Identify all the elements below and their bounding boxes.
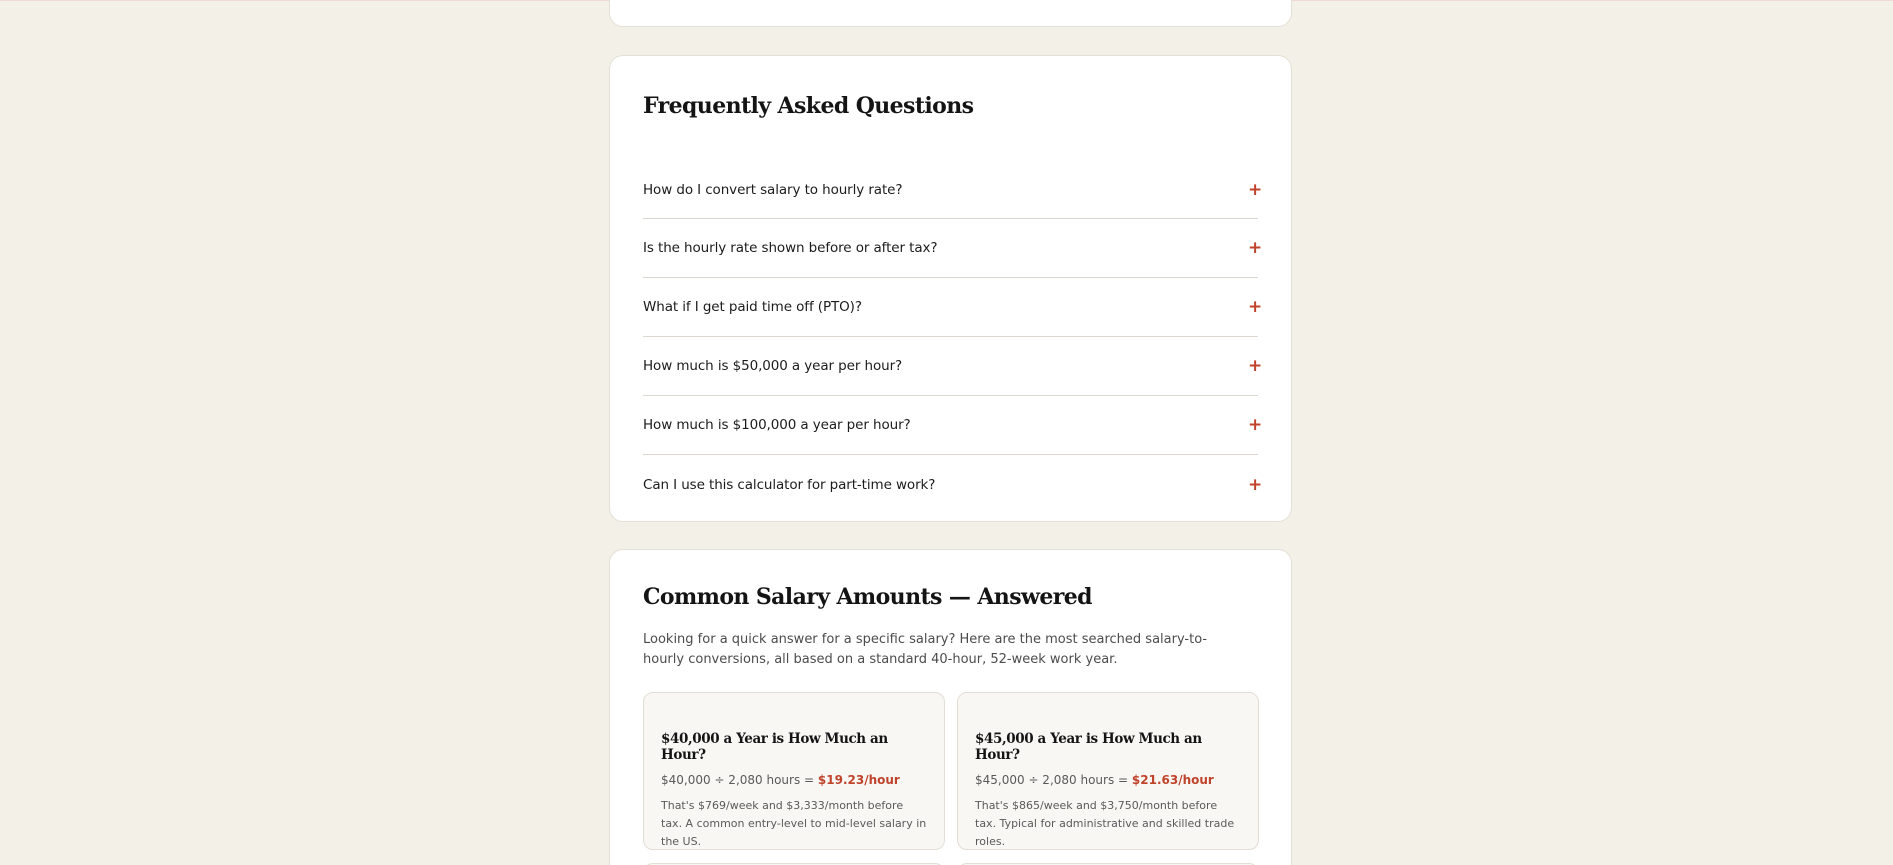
- faq-item[interactable]: [643, 219, 1263, 278]
- salary-card-title: $45,000 a Year is How Much an Hour?: [975, 731, 1202, 763]
- faq-title: Frequently Asked Questions: [643, 93, 974, 119]
- faq-question: How do I convert salary to hourly rate?: [643, 181, 903, 198]
- salary-card[interactable]: [957, 692, 1259, 850]
- hourly-result: $21.63/hour: [1131, 773, 1214, 787]
- plus-icon[interactable]: +: [1248, 297, 1263, 317]
- plus-icon[interactable]: +: [1248, 238, 1263, 258]
- salary-card-description: That's $769/week and $3,333/month before tax. A common entry-level to mid-level salary in the US.: [661, 799, 927, 848]
- faq-question: Is the hourly rate shown before or after tax?: [643, 240, 938, 256]
- faq-item[interactable]: [643, 337, 1263, 396]
- salary-card-title: $40,000 a Year is How Much an Hour?: [661, 731, 888, 763]
- previous-section-card: [609, 0, 1292, 27]
- plus-icon[interactable]: +: [1248, 474, 1263, 495]
- faq-item[interactable]: [643, 161, 1263, 219]
- faq-question: Can I use this calculator for part-time work?: [643, 476, 936, 493]
- salary-card-description: That's $865/week and $3,750/month before tax. Typical for administrative and skilled trade roles.: [975, 799, 1235, 848]
- faq-question: How much is $100,000 a year per hour?: [643, 417, 911, 433]
- common-salaries-title: Common Salary Amounts — Answered: [643, 584, 1092, 610]
- faq-question: How much is $50,000 a year per hour?: [643, 358, 903, 374]
- faq-item[interactable]: [643, 455, 1263, 514]
- salary-formula: [975, 773, 1241, 787]
- hourly-result: $19.23/hour: [817, 773, 900, 787]
- plus-icon[interactable]: +: [1248, 179, 1263, 200]
- faq-list: [643, 179, 1263, 514]
- salary-card[interactable]: [643, 692, 945, 850]
- plus-icon[interactable]: +: [1248, 356, 1263, 376]
- salary-formula: [661, 773, 927, 787]
- formula-text: $40,000 ÷ 2,080 hours =: [661, 773, 818, 787]
- faq-item[interactable]: [643, 396, 1263, 455]
- faq-question: What if I get paid time off (PTO)?: [643, 299, 862, 315]
- plus-icon[interactable]: +: [1248, 415, 1263, 435]
- faq-item[interactable]: [643, 278, 1263, 337]
- formula-text: $45,000 ÷ 2,080 hours =: [975, 773, 1132, 787]
- faq-section: [609, 55, 1292, 522]
- common-salaries-section: [609, 549, 1292, 865]
- common-salaries-intro: Looking for a quick answer for a specific salary? Here are the most searched salary-to-hourly conversions, all based on a standard 40-hour, 52-week work year.: [643, 632, 1208, 667]
